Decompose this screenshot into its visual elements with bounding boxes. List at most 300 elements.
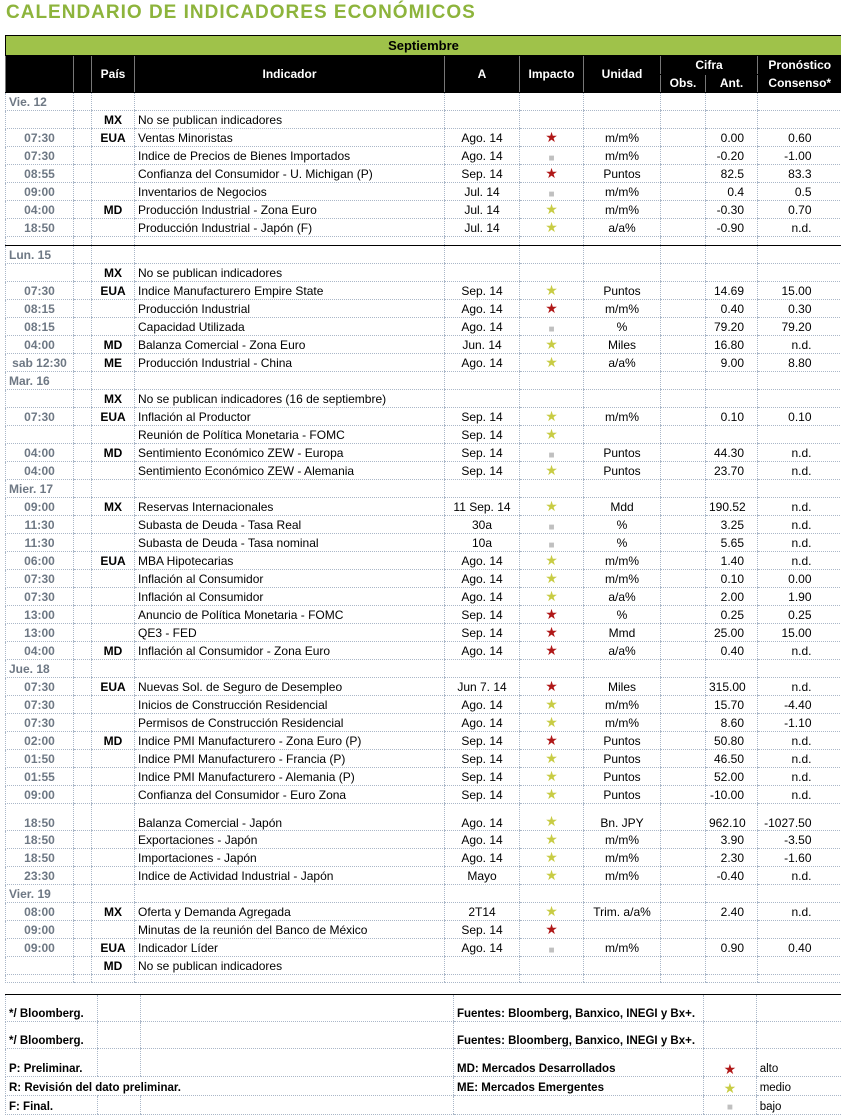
impact-low-square-icon: ■ — [520, 183, 584, 201]
release-time: 07:30 — [6, 714, 74, 732]
previous-value — [706, 957, 758, 975]
indicator-row — [6, 786, 841, 804]
impact-medium-star-icon: ★ — [520, 201, 584, 219]
unit: m/m% — [584, 867, 661, 885]
empty-cell — [74, 768, 92, 786]
footnote-sources: Fuentes: Bloomberg, Banxico, INEGI y Bx+. — [453, 1022, 703, 1049]
release-time: 11:30 — [6, 534, 74, 552]
empty-cell — [92, 93, 135, 111]
observed-value — [661, 732, 706, 750]
previous-value: 0.10 — [706, 570, 758, 588]
country-code: EUA — [92, 939, 135, 957]
period: Ago. 14 — [445, 714, 520, 732]
country-code — [92, 300, 135, 318]
indicator-row — [6, 318, 841, 336]
empty-cell — [706, 246, 758, 264]
empty-cell — [758, 246, 841, 264]
observed-value — [661, 642, 706, 660]
empty-cell — [6, 237, 74, 246]
empty-cell — [445, 93, 520, 111]
period: Jul. 14 — [445, 183, 520, 201]
unit — [584, 111, 661, 129]
previous-value: 0.40 — [706, 300, 758, 318]
unit: m/m% — [584, 714, 661, 732]
empty-cell — [74, 588, 92, 606]
empty-cell — [520, 237, 584, 246]
impact-high-star-icon: ★ — [520, 129, 584, 147]
consensus-value: n.d. — [758, 732, 841, 750]
indicator-name: Inflación al Consumidor — [135, 570, 445, 588]
impact-empty — [520, 264, 584, 282]
header-period: A — [445, 56, 520, 93]
impact-medium-star-icon: ★ — [520, 570, 584, 588]
impact-high-star-icon: ★ — [520, 732, 584, 750]
consensus-value: 8.80 — [758, 354, 841, 372]
empty-cell — [74, 408, 92, 426]
header-unit: Unidad — [584, 56, 661, 93]
indicator-name: Inflación al Consumidor — [135, 588, 445, 606]
empty-cell — [445, 885, 520, 903]
empty-cell — [74, 849, 92, 867]
impact-medium-star-icon: ★ — [520, 867, 584, 885]
period: 11 Sep. 14 — [445, 498, 520, 516]
empty-cell — [74, 786, 92, 804]
consensus-value: n.d. — [758, 498, 841, 516]
empty-cell — [74, 570, 92, 588]
previous-value: 0.00 — [706, 129, 758, 147]
header-impact: Impacto — [520, 56, 584, 93]
empty-cell — [74, 903, 92, 921]
empty-cell — [520, 885, 584, 903]
empty-cell — [74, 552, 92, 570]
consensus-value: -1027.50 — [758, 804, 841, 831]
consensus-value — [758, 390, 841, 408]
empty-cell — [520, 480, 584, 498]
period — [445, 264, 520, 282]
consensus-value — [758, 111, 841, 129]
footnote-revision: R: Revisión del dato preliminar. — [6, 1077, 454, 1096]
period: Sep. 14 — [445, 282, 520, 300]
release-time: sab 12:30 — [6, 354, 74, 372]
legend-low-label: bajo — [756, 1096, 841, 1115]
previous-value: 0.10 — [706, 408, 758, 426]
legend-low-square-icon: ■ — [704, 1096, 756, 1115]
country-code: MX — [92, 111, 135, 129]
country-code: MD — [92, 444, 135, 462]
observed-value — [661, 696, 706, 714]
header-consensus: Consenso* — [758, 74, 841, 93]
unit: Puntos — [584, 444, 661, 462]
empty-cell — [74, 804, 92, 831]
empty-cell — [74, 714, 92, 732]
empty-cell — [74, 921, 92, 939]
period: Ago. 14 — [445, 129, 520, 147]
empty-cell — [445, 372, 520, 390]
empty-cell — [135, 975, 445, 983]
consensus-value — [758, 264, 841, 282]
country-code: ME — [92, 354, 135, 372]
day-header-row — [6, 660, 841, 678]
period: Ago. 14 — [445, 318, 520, 336]
indicator-name: Producción Industrial - China — [135, 354, 445, 372]
empty-cell — [135, 246, 445, 264]
empty-cell — [74, 246, 92, 264]
empty-cell — [758, 975, 841, 983]
release-time: 01:55 — [6, 768, 74, 786]
impact-medium-star-icon: ★ — [520, 849, 584, 867]
country-code — [92, 534, 135, 552]
consensus-value — [758, 426, 841, 444]
indicator-row — [6, 354, 841, 372]
consensus-value: 1.90 — [758, 588, 841, 606]
previous-value: 23.70 — [706, 462, 758, 480]
indicator-row — [6, 714, 841, 732]
observed-value — [661, 426, 706, 444]
empty-cell — [584, 237, 661, 246]
footnote-me: ME: Mercados Emergentes — [453, 1077, 703, 1096]
impact-medium-star-icon: ★ — [520, 336, 584, 354]
release-time: 07:30 — [6, 408, 74, 426]
indicator-name: Confianza del Consumidor - Euro Zona — [135, 786, 445, 804]
header-time — [6, 56, 74, 93]
release-time: 06:00 — [6, 552, 74, 570]
footnote-final: F: Final. — [6, 1096, 98, 1115]
period: Ago. 14 — [445, 354, 520, 372]
consensus-value: 15.00 — [758, 624, 841, 642]
release-time: 11:30 — [6, 516, 74, 534]
empty-cell — [92, 480, 135, 498]
period: Ago. 14 — [445, 939, 520, 957]
previous-value: 8.60 — [706, 714, 758, 732]
country-code: EUA — [92, 408, 135, 426]
empty-cell — [74, 111, 92, 129]
unit: Puntos — [584, 786, 661, 804]
legend-high-label: alto — [756, 1049, 841, 1077]
empty-cell — [74, 939, 92, 957]
empty-cell — [706, 237, 758, 246]
observed-value — [661, 714, 706, 732]
observed-value — [661, 336, 706, 354]
empty-cell — [584, 372, 661, 390]
release-time: 08:55 — [6, 165, 74, 183]
empty-cell — [661, 237, 706, 246]
previous-value: 25.00 — [706, 624, 758, 642]
country-code: MD — [92, 201, 135, 219]
indicator-row — [6, 534, 841, 552]
indicator-name: Confianza del Consumidor - U. Michigan (P) — [135, 165, 445, 183]
country-code: EUA — [92, 129, 135, 147]
consensus-value: n.d. — [758, 867, 841, 885]
indicator-name: Importaciones - Japón — [135, 849, 445, 867]
observed-value — [661, 111, 706, 129]
empty-cell — [74, 237, 92, 246]
country-code — [92, 867, 135, 885]
previous-value: 315.00 — [706, 678, 758, 696]
indicator-row — [6, 426, 841, 444]
header-figure: Cifra — [661, 56, 758, 75]
empty-cell — [92, 885, 135, 903]
consensus-value: n.d. — [758, 786, 841, 804]
empty-cell — [74, 831, 92, 849]
impact-empty — [520, 957, 584, 975]
empty-cell — [92, 660, 135, 678]
empty-cell — [92, 975, 135, 983]
release-time: 04:00 — [6, 642, 74, 660]
consensus-value: 0.30 — [758, 300, 841, 318]
indicator-row — [6, 183, 841, 201]
consensus-value: 0.10 — [758, 408, 841, 426]
period: Sep. 14 — [445, 750, 520, 768]
month-title: Septiembre — [6, 36, 841, 56]
empty-cell — [520, 975, 584, 983]
period: Mayo — [445, 867, 520, 885]
unit: m/m% — [584, 552, 661, 570]
period: Sep. 14 — [445, 462, 520, 480]
country-code — [92, 318, 135, 336]
footnote-bloomberg: */ Bloomberg. — [6, 1022, 98, 1049]
empty-cell — [758, 660, 841, 678]
release-time: 07:30 — [6, 147, 74, 165]
unit: m/m% — [584, 300, 661, 318]
release-time: 08:15 — [6, 300, 74, 318]
previous-value: 52.00 — [706, 768, 758, 786]
empty-cell — [74, 498, 92, 516]
indicator-name: No se publican indicadores (16 de septiembre) — [135, 390, 445, 408]
indicator-row — [6, 768, 841, 786]
empty-cell — [661, 372, 706, 390]
legend-medium-label: medio — [756, 1077, 841, 1096]
observed-value — [661, 498, 706, 516]
indicator-name: Indice Manufacturero Empire State — [135, 282, 445, 300]
empty-cell — [445, 237, 520, 246]
release-time: 09:00 — [6, 939, 74, 957]
release-time: 18:50 — [6, 219, 74, 237]
unit: m/m% — [584, 129, 661, 147]
impact-low-square-icon: ■ — [520, 516, 584, 534]
empty-cell — [706, 975, 758, 983]
consensus-value: 83.3 — [758, 165, 841, 183]
empty-cell — [74, 282, 92, 300]
previous-value — [706, 264, 758, 282]
period — [445, 111, 520, 129]
release-time — [6, 264, 74, 282]
impact-high-star-icon: ★ — [520, 606, 584, 624]
release-time: 04:00 — [6, 462, 74, 480]
day-label: Vier. 19 — [6, 885, 74, 903]
indicator-name: Exportaciones - Japón — [135, 831, 445, 849]
consensus-value: n.d. — [758, 534, 841, 552]
indicator-name: Producción Industrial - Zona Euro — [135, 201, 445, 219]
footnote-bloomberg: */ Bloomberg. — [6, 995, 98, 1022]
empty-cell — [706, 660, 758, 678]
observed-value — [661, 939, 706, 957]
period: Ago. 14 — [445, 849, 520, 867]
header-obs: Obs. — [661, 74, 706, 93]
unit — [584, 264, 661, 282]
page-title: CALENDARIO DE INDICADORES ECONÓMICOS — [6, 2, 476, 23]
release-time: 07:30 — [6, 588, 74, 606]
impact-low-square-icon: ■ — [520, 939, 584, 957]
observed-value — [661, 606, 706, 624]
release-time: 07:30 — [6, 678, 74, 696]
indicator-name: Sentimiento Económico ZEW - Alemania — [135, 462, 445, 480]
previous-value: 1.40 — [706, 552, 758, 570]
impact-medium-star-icon: ★ — [520, 354, 584, 372]
observed-value — [661, 768, 706, 786]
empty-cell — [661, 660, 706, 678]
empty-cell — [74, 426, 92, 444]
day-label: Mar. 16 — [6, 372, 74, 390]
unit: m/m% — [584, 831, 661, 849]
release-time: 08:15 — [6, 318, 74, 336]
release-time — [6, 111, 74, 129]
empty-cell — [74, 372, 92, 390]
unit: m/m% — [584, 570, 661, 588]
impact-medium-star-icon: ★ — [520, 408, 584, 426]
observed-value — [661, 624, 706, 642]
empty-cell — [74, 300, 92, 318]
unit: Puntos — [584, 768, 661, 786]
indicator-row — [6, 642, 841, 660]
previous-value: -0.90 — [706, 219, 758, 237]
impact-high-star-icon: ★ — [520, 300, 584, 318]
period: Ago. 14 — [445, 300, 520, 318]
previous-value: 962.10 — [706, 804, 758, 831]
legend-medium-star-icon: ★ — [704, 1077, 756, 1096]
indicator-row — [6, 903, 841, 921]
observed-value — [661, 444, 706, 462]
country-code — [92, 570, 135, 588]
unit: m/m% — [584, 183, 661, 201]
empty-cell — [74, 264, 92, 282]
impact-medium-star-icon: ★ — [520, 282, 584, 300]
period: Ago. 14 — [445, 642, 520, 660]
previous-value: 46.50 — [706, 750, 758, 768]
empty-cell — [74, 678, 92, 696]
previous-value: 0.90 — [706, 939, 758, 957]
indicator-calendar-table — [5, 35, 841, 983]
period: Ago. 14 — [445, 570, 520, 588]
empty-cell — [135, 372, 445, 390]
period: Ago. 14 — [445, 696, 520, 714]
empty-cell — [74, 354, 92, 372]
consensus-value: -1.10 — [758, 714, 841, 732]
consensus-value: n.d. — [758, 552, 841, 570]
footnotes-table — [5, 994, 841, 1115]
empty-cell — [74, 480, 92, 498]
indicator-row — [6, 462, 841, 480]
unit: m/m% — [584, 849, 661, 867]
unit: Puntos — [584, 732, 661, 750]
empty-cell — [74, 516, 92, 534]
indicator-row — [6, 264, 841, 282]
observed-value — [661, 282, 706, 300]
observed-value — [661, 300, 706, 318]
consensus-value: -1.00 — [758, 147, 841, 165]
consensus-value: n.d. — [758, 768, 841, 786]
release-time: 18:50 — [6, 849, 74, 867]
release-time: 04:00 — [6, 444, 74, 462]
release-time — [6, 426, 74, 444]
indicator-row — [6, 300, 841, 318]
empty-cell — [74, 462, 92, 480]
impact-low-square-icon: ■ — [520, 534, 584, 552]
indicator-name: Balanza Comercial - Zona Euro — [135, 336, 445, 354]
impact-medium-star-icon: ★ — [520, 462, 584, 480]
empty-cell — [758, 885, 841, 903]
previous-value: -0.40 — [706, 867, 758, 885]
period: Sep. 14 — [445, 768, 520, 786]
consensus-value: n.d. — [758, 336, 841, 354]
indicator-name: No se publican indicadores — [135, 111, 445, 129]
empty-cell — [661, 975, 706, 983]
empty-cell — [74, 336, 92, 354]
previous-value: 15.70 — [706, 696, 758, 714]
indicator-name: Subasta de Deuda - Tasa nominal — [135, 534, 445, 552]
release-time: 13:00 — [6, 606, 74, 624]
impact-medium-star-icon: ★ — [520, 552, 584, 570]
header-forecast: Pronóstico — [758, 56, 841, 75]
consensus-value: n.d. — [758, 642, 841, 660]
unit: Puntos — [584, 462, 661, 480]
country-code: MD — [92, 957, 135, 975]
empty-cell — [758, 93, 841, 111]
country-code — [92, 606, 135, 624]
country-code: EUA — [92, 678, 135, 696]
indicator-row — [6, 732, 841, 750]
impact-medium-star-icon: ★ — [520, 786, 584, 804]
previous-value — [706, 921, 758, 939]
unit — [584, 921, 661, 939]
country-code: MD — [92, 642, 135, 660]
impact-medium-star-icon: ★ — [520, 903, 584, 921]
observed-value — [661, 165, 706, 183]
consensus-value: 0.70 — [758, 201, 841, 219]
observed-value — [661, 534, 706, 552]
country-code — [92, 831, 135, 849]
observed-value — [661, 678, 706, 696]
observed-value — [661, 183, 706, 201]
empty-cell — [74, 624, 92, 642]
indicator-name: Indice PMI Manufacturero - Francia (P) — [135, 750, 445, 768]
empty-cell — [445, 975, 520, 983]
empty-cell — [74, 165, 92, 183]
consensus-value — [758, 957, 841, 975]
empty-cell — [74, 219, 92, 237]
release-time: 09:00 — [6, 786, 74, 804]
release-time: 07:30 — [6, 282, 74, 300]
impact-high-star-icon: ★ — [520, 624, 584, 642]
empty-cell — [661, 246, 706, 264]
release-time — [6, 957, 74, 975]
empty-cell — [661, 885, 706, 903]
indicator-row — [6, 282, 841, 300]
consensus-value: n.d. — [758, 219, 841, 237]
previous-value: 79.20 — [706, 318, 758, 336]
indicator-row — [6, 219, 841, 237]
period: Sep. 14 — [445, 426, 520, 444]
unit: Bn. JPY — [584, 804, 661, 831]
consensus-value: n.d. — [758, 678, 841, 696]
empty-cell — [520, 372, 584, 390]
release-time: 09:00 — [6, 921, 74, 939]
header-country: País — [92, 56, 135, 93]
header-blank — [74, 56, 92, 93]
empty-cell — [6, 975, 74, 983]
empty-cell — [74, 183, 92, 201]
impact-low-square-icon: ■ — [520, 318, 584, 336]
indicator-name: Anuncio de Política Monetaria - FOMC — [135, 606, 445, 624]
